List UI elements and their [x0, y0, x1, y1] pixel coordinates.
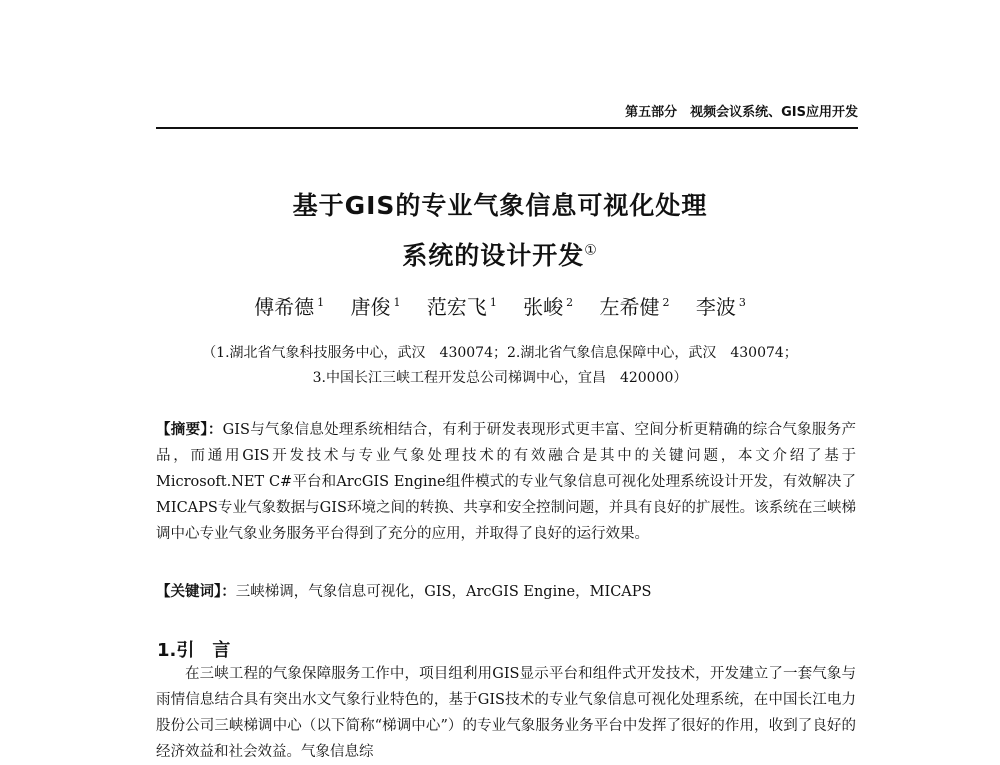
author	[254, 295, 324, 319]
author-list	[0, 291, 1000, 320]
author	[600, 295, 670, 319]
author-affiliation-mark: 1	[393, 296, 401, 310]
affiliation-line-1: （1.湖北省气象科技服务中心，武汉 430074；2.湖北省气象信息保障中心，武汉 430074；	[202, 345, 798, 361]
section-heading-introduction: 1.引 言	[157, 640, 231, 661]
paper-title-line-2-text: 系统的设计开发	[402, 241, 585, 270]
introduction-paragraph	[156, 661, 856, 765]
abstract-label: 【摘要】：	[156, 422, 223, 438]
author-affiliation-mark: 2	[566, 296, 574, 310]
author-affiliation-mark: 1	[489, 296, 497, 310]
author-affiliation-mark: 1	[317, 296, 325, 310]
section-header: 第五部分 视频会议系统、GIS应用开发	[625, 105, 858, 120]
paper-title-line-2	[0, 236, 1000, 272]
author	[350, 295, 400, 319]
author	[523, 295, 573, 319]
keywords-text: 三峡梯调，气象信息可视化，GIS，ArcGIS Engine，MICAPS	[235, 584, 652, 600]
author-name: 左希健	[599, 295, 660, 319]
abstract	[156, 417, 856, 547]
author-name: 范宏飞	[426, 295, 487, 319]
abstract-text: GIS与气象信息处理系统相结合，有利于研发表现形式更丰富、空间分析更精确的综合气象服务产品，而通用GIS开发技术与专业气象处理技术的有效融合是其中的关键问题，本文介绍了基于Microsoft.NET C#平台和ArcGIS Engine组件模式的专业气象信息可视化处理系统设计开发，有效解决了MICAPS专业气象数据与GIS环境之间的转换、共享和安全控制问题，并具有良好的扩展性。该系统在三峡梯调中心专业气象业务服务平台得到了充分的应用，并取得了良好的运行效果。	[156, 422, 856, 542]
author-name: 张峻	[523, 295, 564, 319]
author	[696, 295, 746, 319]
affiliation-line-2: 3.中国长江三峡工程开发总公司梯调中心，宜昌 420000）	[312, 370, 688, 386]
paper-title-line-1: 基于GIS的专业气象信息可视化处理	[292, 191, 708, 220]
author-name: 唐俊	[350, 295, 391, 319]
author-affiliation-mark: 2	[662, 296, 670, 310]
header-rule	[156, 127, 858, 129]
keywords	[156, 579, 856, 605]
introduction-text: 在三峡工程的气象保障服务工作中，项目组利用GIS显示平台和组件式开发技术，开发建立了一套气象与雨情信息结合具有突出水文气象行业特色的，基于GIS技术的专业气象信息可视化处理系统，在中国长江电力股份公司三峡梯调中心（以下简称“梯调中心”）的专业气象服务业务平台中发挥了很好的作用，收到了良好的经济效益和社会效益。气象信息综	[156, 666, 856, 760]
author	[427, 295, 497, 319]
title-footnote-mark: ①	[584, 242, 598, 259]
author-name: 李波	[695, 295, 736, 319]
keywords-label: 【关键词】：	[156, 584, 236, 600]
author-affiliation-mark: 3	[738, 296, 746, 310]
author-name: 傅希德	[254, 295, 315, 319]
